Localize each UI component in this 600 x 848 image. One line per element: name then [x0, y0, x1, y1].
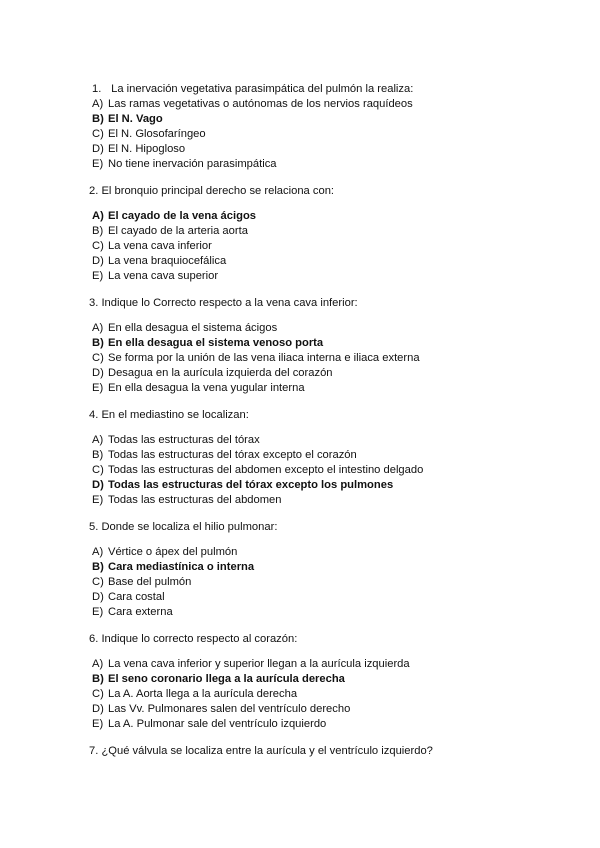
option-text: El cayado de la vena ácigos: [108, 210, 256, 222]
option-row-correct: [92, 210, 256, 222]
option-text: Cara externa: [108, 606, 173, 618]
option-text: El cayado de la arteria aorta: [108, 225, 248, 237]
option-text: El seno coronario llega a la aurícula derecha: [108, 673, 345, 685]
option-row: [92, 240, 212, 252]
question-5: 5. Donde se localiza el hilio pulmonar:: [89, 521, 278, 533]
option-row: [92, 128, 206, 140]
option-letter: B): [92, 225, 104, 237]
option-letter: E): [92, 158, 104, 170]
option-text: La vena cava inferior y superior llegan a la aurícula izquierda: [108, 658, 410, 670]
option-text: La A. Pulmonar sale del ventrículo izquierdo: [108, 718, 327, 730]
option-text: La A. Aorta llega a la aurícula derecha: [108, 688, 298, 700]
option-row: [92, 255, 226, 267]
option-letter: D): [92, 255, 104, 267]
option-letter: B): [92, 337, 104, 349]
option-text: En ella desagua el sistema venoso porta: [108, 337, 324, 349]
option-row: [92, 606, 173, 618]
option-letter: C): [92, 240, 104, 252]
question-1: [92, 83, 413, 95]
option-text: El N. Vago: [108, 113, 163, 125]
option-text: Base del pulmón: [108, 576, 192, 588]
option-row: [92, 382, 305, 394]
option-row: [92, 352, 420, 364]
option-letter: E): [92, 382, 104, 394]
option-row: [92, 658, 410, 670]
option-text: Todas las estructuras del tórax: [108, 434, 260, 446]
option-letter: A): [92, 546, 104, 558]
option-letter: B): [92, 449, 104, 461]
option-row: [92, 158, 277, 170]
option-row: [92, 449, 357, 461]
option-letter: A): [92, 210, 104, 222]
option-row-correct: [92, 337, 323, 349]
option-text: Todas las estructuras del abdomen: [108, 494, 282, 506]
question-7: 7. ¿Qué válvula se localiza entre la aurícula y el ventrículo izquierdo?: [89, 745, 433, 757]
option-text: Las ramas vegetativas o autónomas de los nervios raquídeos: [108, 98, 413, 110]
option-text: Desagua en la aurícula izquierda del corazón: [108, 367, 333, 379]
option-text: Cara costal: [108, 591, 165, 603]
option-text: En ella desagua el sistema ácigos: [108, 322, 278, 334]
option-row: [92, 367, 333, 379]
question-4: 4. En el mediastino se localizan:: [89, 409, 249, 421]
option-letter: E): [92, 270, 104, 282]
option-letter: E): [92, 494, 104, 506]
option-letter: B): [92, 113, 104, 125]
option-letter: C): [92, 464, 104, 476]
option-letter: D): [92, 703, 104, 715]
option-row-correct: [92, 673, 345, 685]
option-letter: B): [92, 561, 104, 573]
option-letter: A): [92, 434, 104, 446]
option-letter: A): [92, 322, 104, 334]
option-row: [92, 270, 218, 282]
option-row: [92, 546, 237, 558]
option-letter: D): [92, 479, 104, 491]
option-row: [92, 718, 326, 730]
option-letter: E): [92, 718, 104, 730]
option-row: [92, 464, 423, 476]
option-text: El N. Hipogloso: [108, 143, 186, 155]
option-row: [92, 143, 185, 155]
option-text: Se forma por la unión de las vena iliaca interna e iliaca externa: [108, 352, 420, 364]
option-row: [92, 322, 277, 334]
option-row-correct: [92, 479, 393, 491]
option-letter: C): [92, 688, 104, 700]
option-letter: A): [92, 98, 104, 110]
option-row-correct: [92, 561, 254, 573]
option-row-correct: [92, 113, 163, 125]
option-letter: C): [92, 352, 104, 364]
option-letter: D): [92, 367, 104, 379]
option-row: [92, 225, 248, 237]
option-letter: D): [92, 591, 104, 603]
option-text: Todas las estructuras del tórax excepto el corazón: [108, 449, 357, 461]
option-letter: E): [92, 606, 104, 618]
option-letter: C): [92, 128, 104, 140]
option-text: La vena braquiocefálica: [108, 255, 227, 267]
option-letter: B): [92, 673, 104, 685]
question-6: 6. Indique lo correcto respecto al corazón:: [89, 633, 298, 645]
option-row: [92, 98, 413, 110]
option-letter: C): [92, 576, 104, 588]
option-text: La vena cava superior: [108, 270, 219, 282]
option-text: La vena cava inferior: [108, 240, 212, 252]
option-letter: D): [92, 143, 104, 155]
question-number: 1.: [92, 83, 102, 95]
question-text: La inervación vegetativa parasimpática del pulmón la realiza:: [111, 83, 414, 95]
option-text: Todas las estructuras del abdomen excepto el intestino delgado: [108, 464, 424, 476]
option-text: El N. Glosofaríngeo: [108, 128, 206, 140]
option-row: [92, 434, 260, 446]
question-3: 3. Indique lo Correcto respecto a la vena cava inferior:: [89, 297, 358, 309]
option-row: [92, 494, 282, 506]
option-row: [92, 703, 350, 715]
question-2: 2. El bronquio principal derecho se relaciona con:: [89, 185, 335, 197]
option-text: No tiene inervación parasimpática: [108, 158, 277, 170]
option-text: Vértice o ápex del pulmón: [108, 546, 238, 558]
option-letter: A): [92, 658, 104, 670]
option-row: [92, 591, 165, 603]
option-text: En ella desagua la vena yugular interna: [108, 382, 305, 394]
option-row: [92, 688, 297, 700]
option-text: Cara mediastínica o interna: [108, 561, 255, 573]
option-text: Todas las estructuras del tórax excepto los pulmones: [108, 479, 394, 491]
option-text: Las Vv. Pulmonares salen del ventrículo derecho: [108, 703, 351, 715]
option-row: [92, 576, 191, 588]
